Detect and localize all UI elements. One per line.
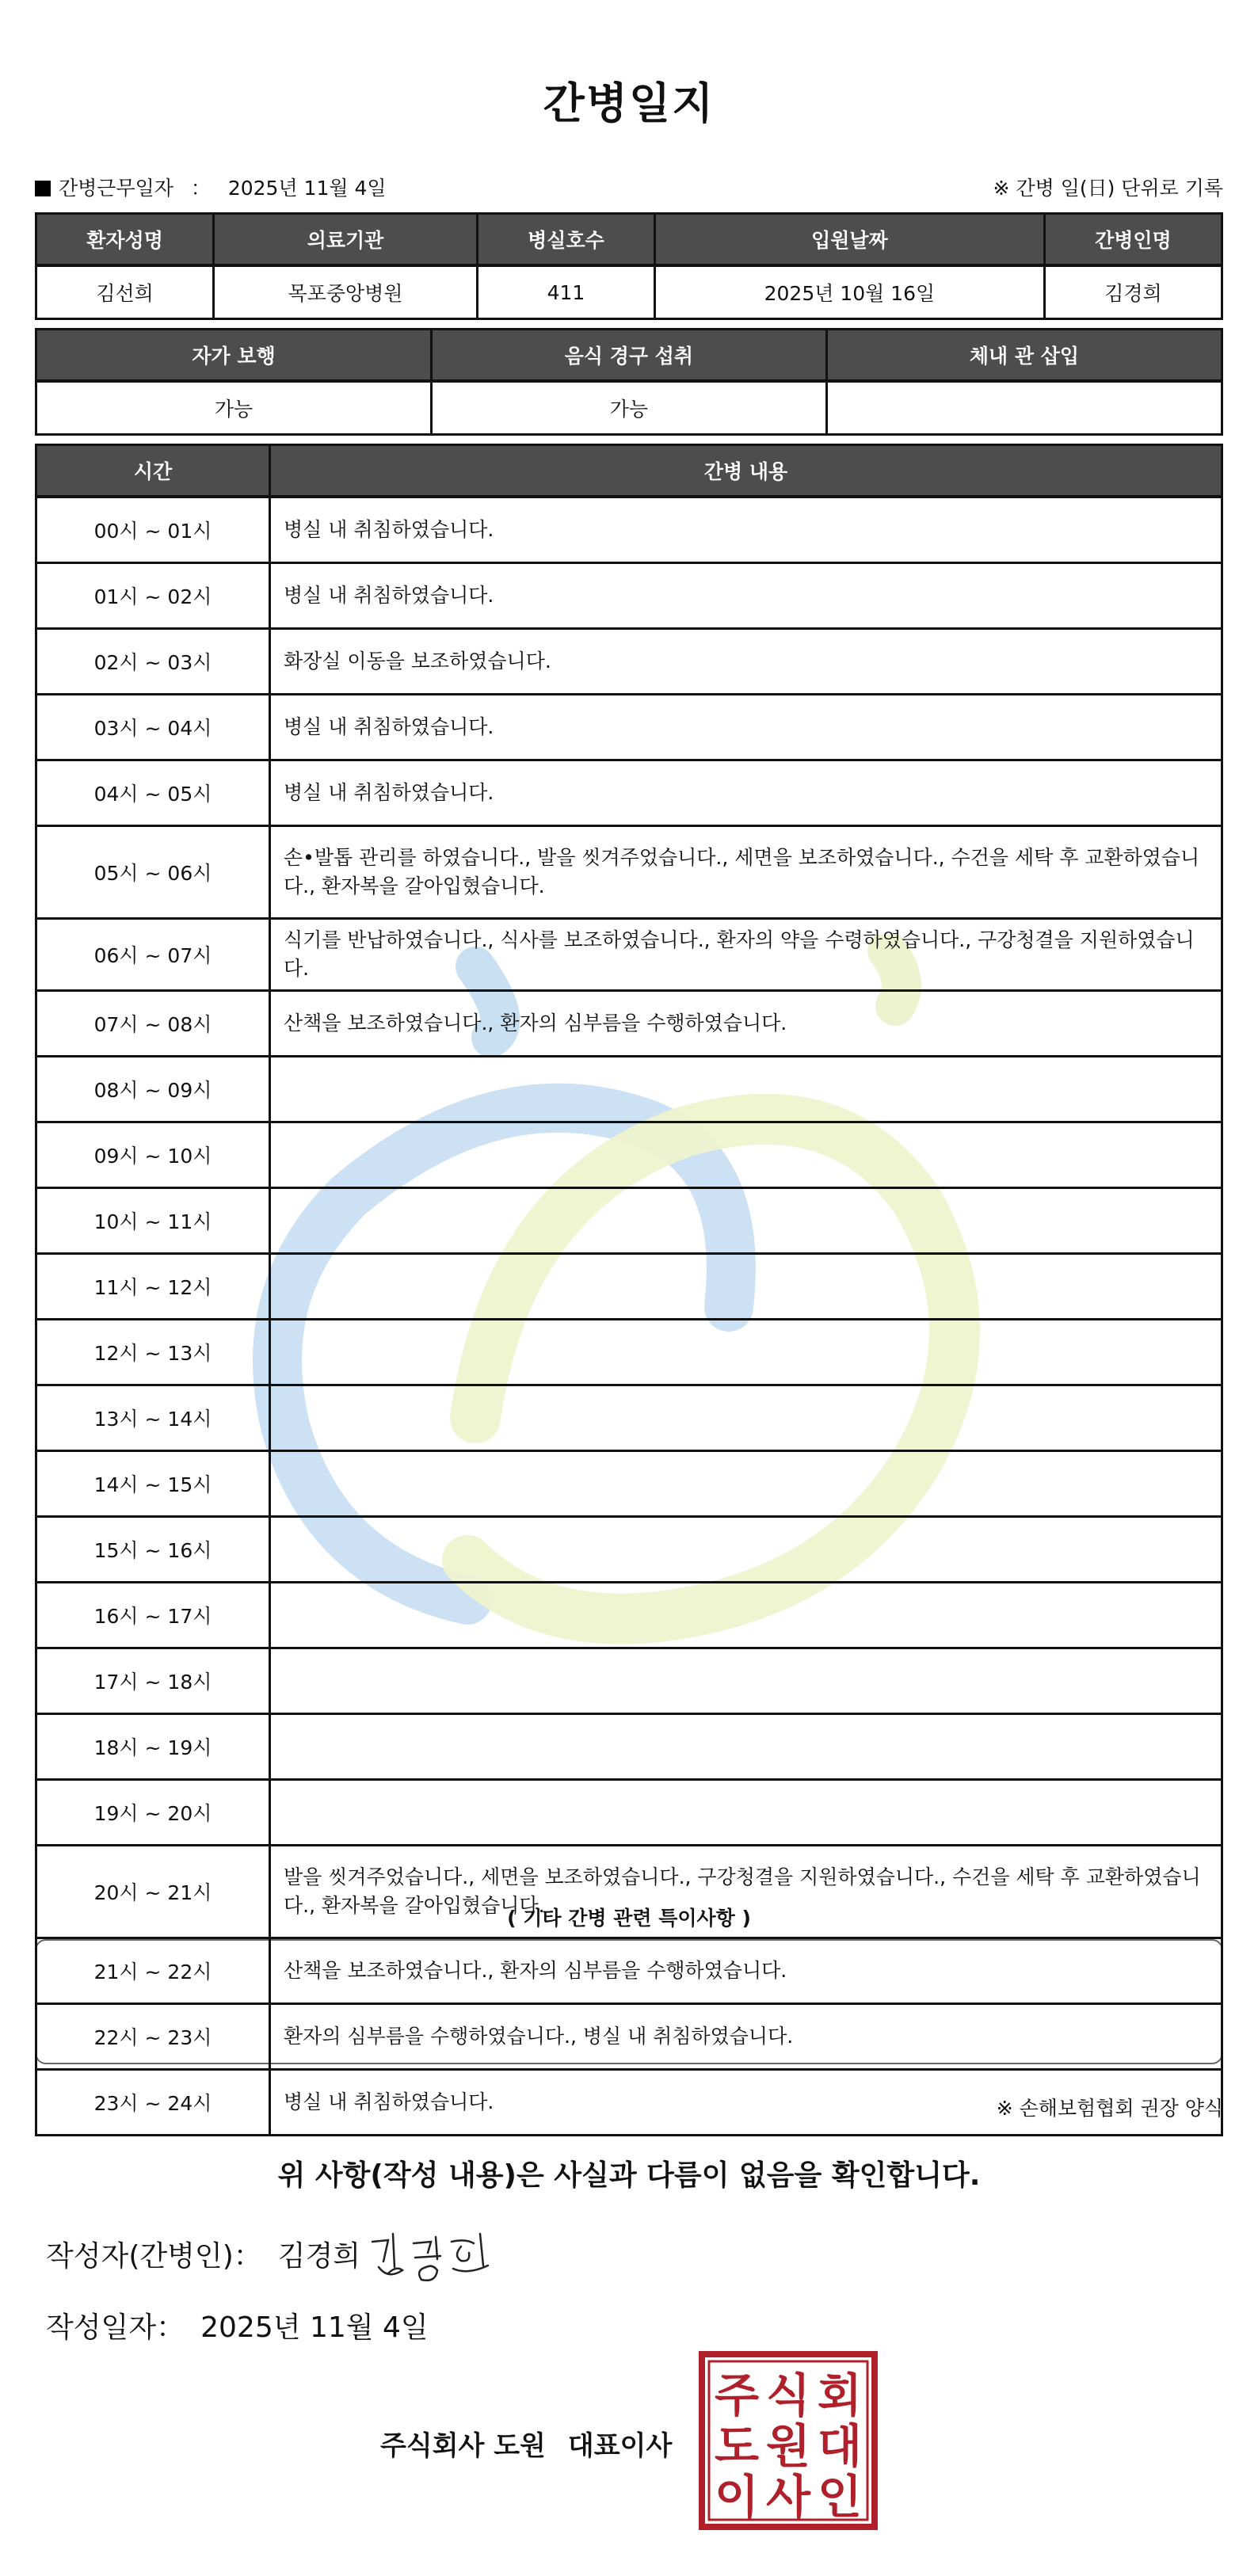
- square-bullet-icon: [35, 181, 51, 196]
- company-seal: [699, 2351, 878, 2530]
- log-content: 산책을 보조하였습니다., 환자의 심부름을 수행하였습니다.: [270, 991, 1222, 1057]
- tube-value: [826, 381, 1222, 435]
- admission-date: 2025년 10월 16일: [655, 265, 1045, 319]
- patient-name: 김선희: [36, 265, 214, 319]
- log-row: [36, 1517, 1222, 1583]
- log-row: [36, 1938, 1222, 2004]
- svg-text:도: 도: [714, 2419, 760, 2473]
- log-content: 발을 씻겨주었습니다., 세면을 보조하였습니다., 구강청결을 지원하였습니다., 수건을 세탁 후 교환하였습니다., 환자복을 갈아입혔습니다.: [270, 1846, 1222, 1938]
- header-admission-date: 입원날짜: [655, 214, 1045, 266]
- header-caregiver: 간병인명: [1044, 214, 1222, 266]
- log-content: [270, 1385, 1222, 1451]
- svg-text:인: 인: [817, 2470, 863, 2524]
- patient-status-table: [35, 328, 1223, 436]
- log-content: 병실 내 취침하였습니다.: [270, 760, 1222, 826]
- log-time: 20시 ~ 21시: [36, 1846, 270, 1938]
- log-row: [36, 497, 1222, 563]
- log-row: [36, 826, 1222, 919]
- log-row: [36, 1780, 1222, 1846]
- log-time: 21시 ~ 22시: [36, 1938, 270, 2004]
- log-content: [270, 1451, 1222, 1517]
- log-row: [36, 1254, 1222, 1320]
- log-row: [36, 629, 1222, 695]
- log-time: 01시 ~ 02시: [36, 563, 270, 629]
- room-number: 411: [477, 265, 654, 319]
- log-time: 17시 ~ 18시: [36, 1648, 270, 1714]
- log-row: [36, 1122, 1222, 1188]
- company-line: [380, 2424, 672, 2463]
- log-row: [36, 1583, 1222, 1648]
- notes-title: ( 기타 간병 관련 특이사항 ): [507, 1907, 751, 1930]
- hourly-log-table: [35, 444, 1223, 2136]
- log-row: [36, 2070, 1222, 2136]
- confirmation-statement: 위 사항(작성 내용)은 사실과 다름이 없음을 확인합니다.: [277, 2159, 981, 2192]
- log-time: 12시 ~ 13시: [36, 1320, 270, 1385]
- date-label: 작성일자：: [46, 2311, 185, 2344]
- log-row: [36, 1320, 1222, 1385]
- log-row: [36, 1451, 1222, 1517]
- header-walking: 자가 보행: [36, 330, 432, 382]
- log-time: 09시 ~ 10시: [36, 1122, 270, 1188]
- work-date-sep: ：: [190, 177, 211, 200]
- page-title: 간병일지: [543, 78, 715, 128]
- date-line: [46, 2305, 429, 2345]
- log-row: [36, 919, 1222, 991]
- header-content: 간병 내용: [270, 445, 1222, 497]
- header-tube: 체내 관 삽입: [826, 330, 1222, 382]
- log-content: [270, 1320, 1222, 1385]
- log-content: [270, 1714, 1222, 1780]
- writer-name: 김경희: [277, 2240, 361, 2273]
- log-content: [270, 1780, 1222, 1846]
- log-time: 07시 ~ 08시: [36, 991, 270, 1057]
- patient-info-table: [35, 212, 1223, 320]
- log-time: 04시 ~ 05시: [36, 760, 270, 826]
- log-content: [270, 1517, 1222, 1583]
- work-date-value: 2025년 11월 4일: [227, 177, 387, 200]
- log-time: 08시 ~ 09시: [36, 1057, 270, 1122]
- log-time: 15시 ~ 16시: [36, 1517, 270, 1583]
- svg-text:원: 원: [765, 2419, 811, 2473]
- recommend-note: ※ 손해보험협회 권장 양식: [996, 2097, 1223, 2120]
- svg-text:회: 회: [817, 2368, 863, 2422]
- company-name: 주식회사 도원: [380, 2430, 546, 2462]
- hospital: 목포중앙병원: [214, 265, 478, 319]
- header-hospital: 의료기관: [214, 214, 478, 266]
- log-time: 02시 ~ 03시: [36, 629, 270, 695]
- log-row: [36, 760, 1222, 826]
- header-patient-name: 환자성명: [36, 214, 214, 266]
- log-row: [36, 695, 1222, 760]
- log-content: 화장실 이동을 보조하였습니다.: [270, 629, 1222, 695]
- caregiver-name: 김경희: [1044, 265, 1222, 319]
- log-content: [270, 1057, 1222, 1122]
- log-content: [270, 1648, 1222, 1714]
- header-room: 병실호수: [477, 214, 654, 266]
- log-time: 22시 ~ 23시: [36, 2004, 270, 2070]
- log-content: 환자의 심부름을 수행하였습니다., 병실 내 취침하였습니다.: [270, 2004, 1222, 2070]
- log-content: 손•발톱 관리를 하였습니다., 발을 씻겨주었습니다., 세면을 보조하였습니다., 수건을 세탁 후 교환하였습니다., 환자복을 갈아입혔습니다.: [270, 826, 1222, 919]
- log-time: 06시 ~ 07시: [36, 919, 270, 991]
- log-content: 병실 내 취침하였습니다.: [270, 695, 1222, 760]
- log-content: [270, 1583, 1222, 1648]
- log-row: [36, 1648, 1222, 1714]
- svg-text:대: 대: [817, 2419, 863, 2473]
- writer-label: 작성자(간병인)：: [46, 2240, 262, 2273]
- oral-intake-value: 가능: [431, 381, 826, 435]
- log-content: 병실 내 취침하였습니다.: [270, 2070, 1222, 2136]
- log-row: [36, 2004, 1222, 2070]
- work-date-label: 간병근무일자: [59, 177, 173, 200]
- log-time: 18시 ~ 19시: [36, 1714, 270, 1780]
- unit-note: ※ 간병 일(日) 단위로 기록: [993, 177, 1223, 200]
- log-time: 19시 ~ 20시: [36, 1780, 270, 1846]
- writer-line: [46, 2234, 360, 2274]
- log-body: [36, 497, 1222, 2136]
- log-time: 11시 ~ 12시: [36, 1254, 270, 1320]
- svg-text:주: 주: [714, 2368, 760, 2422]
- log-content: 병실 내 취침하였습니다.: [270, 563, 1222, 629]
- svg-text:식: 식: [765, 2368, 811, 2422]
- log-content: 산책을 보조하였습니다., 환자의 심부름을 수행하였습니다.: [270, 1938, 1222, 2004]
- header-time: 시간: [36, 445, 270, 497]
- log-content: [270, 1122, 1222, 1188]
- handwritten-signature: [364, 2218, 507, 2289]
- ceo-title: 대표이사: [567, 2430, 673, 2462]
- log-time: 14시 ~ 15시: [36, 1451, 270, 1517]
- log-time: 13시 ~ 14시: [36, 1385, 270, 1451]
- work-date: [35, 173, 387, 201]
- log-content: 식기를 반납하였습니다., 식사를 보조하였습니다., 환자의 약을 수령하였습니다., 구강청결을 지원하였습니다.: [270, 919, 1222, 991]
- log-row: [36, 1385, 1222, 1451]
- log-time: 16시 ~ 17시: [36, 1583, 270, 1648]
- log-content: [270, 1254, 1222, 1320]
- header-oral-intake: 음식 경구 섭취: [431, 330, 826, 382]
- log-time: 23시 ~ 24시: [36, 2070, 270, 2136]
- log-row: [36, 1188, 1222, 1254]
- log-time: 05시 ~ 06시: [36, 826, 270, 919]
- svg-text:이: 이: [714, 2470, 760, 2524]
- date-value: 2025년 11월 4일: [200, 2311, 429, 2344]
- walking-value: 가능: [36, 381, 432, 435]
- log-content: 병실 내 취침하였습니다.: [270, 497, 1222, 563]
- log-row: [36, 991, 1222, 1057]
- log-time: 00시 ~ 01시: [36, 497, 270, 563]
- log-row: [36, 1846, 1222, 1938]
- svg-text:사: 사: [765, 2470, 811, 2524]
- log-row: [36, 1714, 1222, 1780]
- log-row: [36, 563, 1222, 629]
- log-row: [36, 1057, 1222, 1122]
- log-content: [270, 1188, 1222, 1254]
- log-time: 03시 ~ 04시: [36, 695, 270, 760]
- log-time: 10시 ~ 11시: [36, 1188, 270, 1254]
